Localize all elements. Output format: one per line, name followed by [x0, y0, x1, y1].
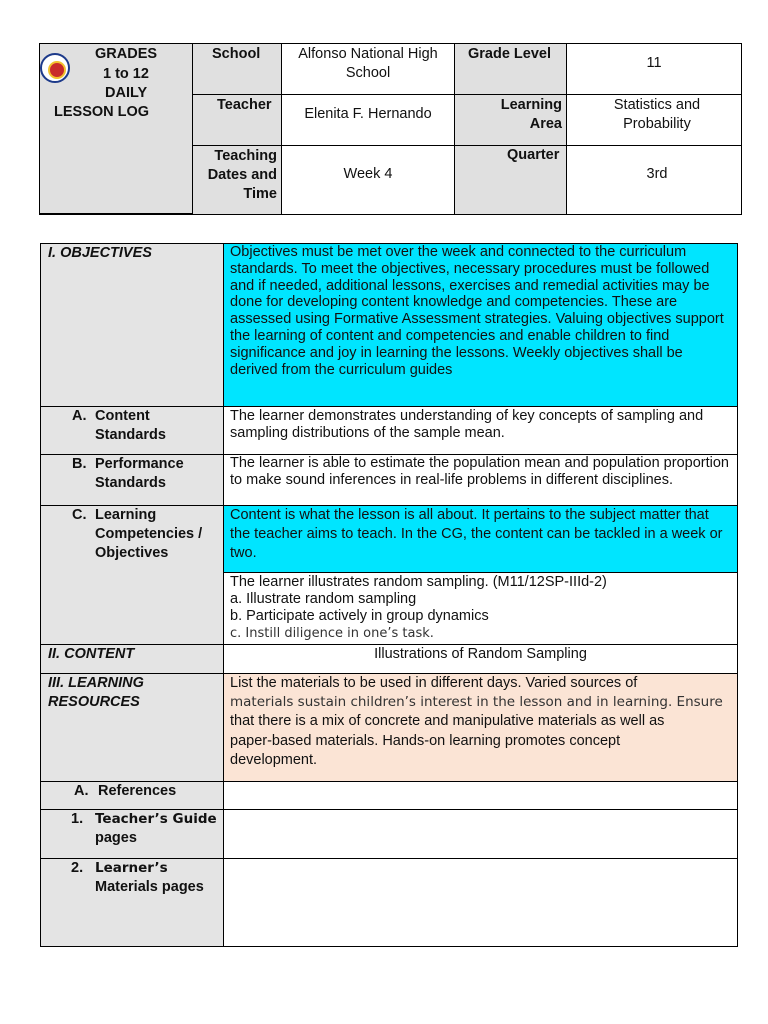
teachers-guide-label-cell [41, 810, 224, 858]
teachers-guide-value-cell [224, 810, 737, 858]
learning-competencies-row [41, 506, 737, 645]
performance-standards-label-cell [41, 455, 224, 505]
deped-seal-icon [40, 53, 70, 83]
learners-materials-label-cell [41, 859, 224, 946]
objectives-text-cell [224, 244, 737, 406]
learning-resources-text-cell [224, 674, 737, 781]
content-standards-text: The learner demonstrates understanding of key concepts of sampling and sampling distributions of the sample mean. [230, 408, 704, 441]
learning-competencies-label-cell [41, 506, 224, 644]
header-table [39, 43, 742, 215]
quarter-value: 3rd [646, 166, 668, 182]
grade-level-label: Grade Level [468, 46, 552, 62]
learning-area-value-cell [567, 95, 741, 146]
learning-resources-line-2: materials sustain children’s interest in the lesson and in learning. Ensure [230, 694, 723, 710]
dates-label-line-3: Time [243, 186, 277, 202]
learning-competencies-label-line-2: Competencies / [95, 526, 203, 542]
learners-materials-number: 2. [71, 860, 84, 876]
performance-standards-row [41, 455, 737, 506]
learning-area-label-cell [455, 95, 567, 146]
teachers-guide-label-line-1: Teacher’s Guide [95, 811, 217, 827]
content-value-cell [224, 645, 737, 673]
quarter-label-cell [455, 146, 567, 214]
references-value-cell [224, 782, 737, 809]
quarter-value-cell [567, 146, 741, 214]
teacher-label-cell [193, 95, 282, 146]
dates-value-cell [282, 146, 455, 214]
learning-area-label-line-2: Area [529, 116, 562, 132]
content-label-cell [41, 645, 224, 673]
teachers-guide-label-line-2: pages [95, 830, 137, 846]
teachers-guide-row [41, 810, 737, 859]
teachers-guide-number: 1. [71, 811, 84, 827]
learning-competencies-label-line-3: Objectives [95, 545, 169, 561]
references-letter: A. [74, 783, 89, 799]
content-standards-label-line-2: Standards [95, 427, 166, 443]
performance-standards-letter: B. [72, 456, 87, 472]
learning-area-label-line-1: Learning [500, 97, 562, 113]
objectives-text: Objectives must be met over the week and connected to the curriculum standards. To meet the objectives, necessary procedures must be followed and if needed, additional lessons, exercises and remedial activities may be done for developing content knowledge and competencies. These are assessed using Formative Assessment strategies. Valuing objectives support the learning of content and competencies and enable children to find significance and joy in learning the lessons. Weekly objectives shall be derived from the curriculum guides [230, 244, 724, 378]
quarter-label: Quarter [507, 147, 560, 163]
title-block [40, 44, 193, 214]
dates-label-line-1: Teaching [214, 148, 277, 164]
learning-resources-line-5: development. [230, 752, 318, 768]
learning-competencies-note-box [224, 506, 737, 573]
content-standards-label-line-1: Content [95, 408, 150, 424]
title-line-1: GRADES [95, 46, 158, 62]
school-label-cell [193, 44, 282, 95]
title-line-2: 1 to 12 [103, 66, 149, 82]
content-standards-label-cell [41, 407, 224, 454]
performance-standards-label-line-2: Standards [95, 475, 166, 491]
learners-materials-label-line-2: Materials pages [95, 879, 204, 895]
teacher-label: Teacher [217, 97, 272, 113]
learning-resources-label-line-2: RESOURCES [48, 694, 140, 710]
learning-resources-line-1: List the materials to be used in different days. Varied sources of [230, 675, 638, 691]
content-standards-text-cell [224, 407, 737, 454]
learning-resources-line-3: that there is a mix of concrete and manipulative materials as well as [230, 713, 665, 729]
lesson-table [40, 243, 738, 947]
learning-resources-line-4: paper-based materials. Hands-on learning promotes concept [230, 733, 621, 749]
grade-level-value: 11 [646, 55, 662, 71]
references-row [41, 782, 737, 810]
learners-materials-label-line-1: Learner’s [95, 860, 168, 876]
grade-level-label-cell [455, 44, 567, 95]
objectives-row [41, 244, 737, 407]
content-standards-row [41, 407, 737, 455]
dates-label-line-2: Dates and [207, 167, 277, 183]
school-label: School [212, 46, 261, 62]
content-label: II. CONTENT [48, 646, 135, 662]
learning-resources-label-line-1: III. LEARNING [48, 675, 144, 691]
school-value-line-2: School [345, 65, 391, 81]
objectives-label-cell [41, 244, 224, 406]
learning-area-value-line-2: Probability [623, 116, 691, 132]
school-value-cell [282, 44, 455, 95]
content-standards-letter: A. [72, 408, 87, 424]
references-label: References [98, 783, 177, 799]
dates-label-cell [193, 146, 282, 214]
performance-standards-text: The learner is able to estimate the population mean and population proportion to make sound inferences in real-life problems in different disciplines. [230, 455, 729, 488]
grade-level-value-cell [567, 44, 741, 95]
learning-competencies-line-1: The learner illustrates random sampling. (M11/12SP-IIId-2) [230, 574, 607, 590]
title-line-3: DAILY [105, 85, 148, 101]
learning-competencies-label-line-1: Learning [95, 507, 157, 523]
dates-value: Week 4 [343, 166, 393, 182]
content-row [41, 645, 737, 674]
performance-standards-label-line-1: Performance [95, 456, 184, 472]
learning-competencies-line-4: c. Instill diligence in one’s task. [230, 626, 434, 641]
objectives-label: I. OBJECTIVES [48, 245, 152, 261]
learning-competencies-content-cell [224, 506, 737, 644]
content-value: Illustrations of Random Sampling [374, 646, 587, 662]
learning-competencies-note: Content is what the lesson is all about. It pertains to the subject matter that the teacher aims to teach. In the CG, the content can be tackled in a week or two. [230, 507, 723, 561]
references-label-cell [41, 782, 224, 809]
learning-area-value-line-1: Statistics and [613, 97, 701, 113]
title-line-4: LESSON LOG [54, 104, 150, 120]
learning-competencies-line-2: a. Illustrate random sampling [230, 591, 417, 607]
learning-competencies-line-3: b. Participate actively in group dynamics [230, 608, 489, 624]
learning-resources-label-cell [41, 674, 224, 781]
learners-materials-value-cell [224, 859, 737, 946]
learning-resources-row [41, 674, 737, 782]
learning-competencies-letter: C. [72, 507, 87, 523]
teacher-value-cell [282, 95, 455, 146]
performance-standards-text-cell [224, 455, 737, 505]
school-value-line-1: Alfonso National High [298, 46, 438, 62]
teacher-value: Elenita F. Hernando [304, 106, 432, 122]
learners-materials-row [41, 859, 737, 946]
